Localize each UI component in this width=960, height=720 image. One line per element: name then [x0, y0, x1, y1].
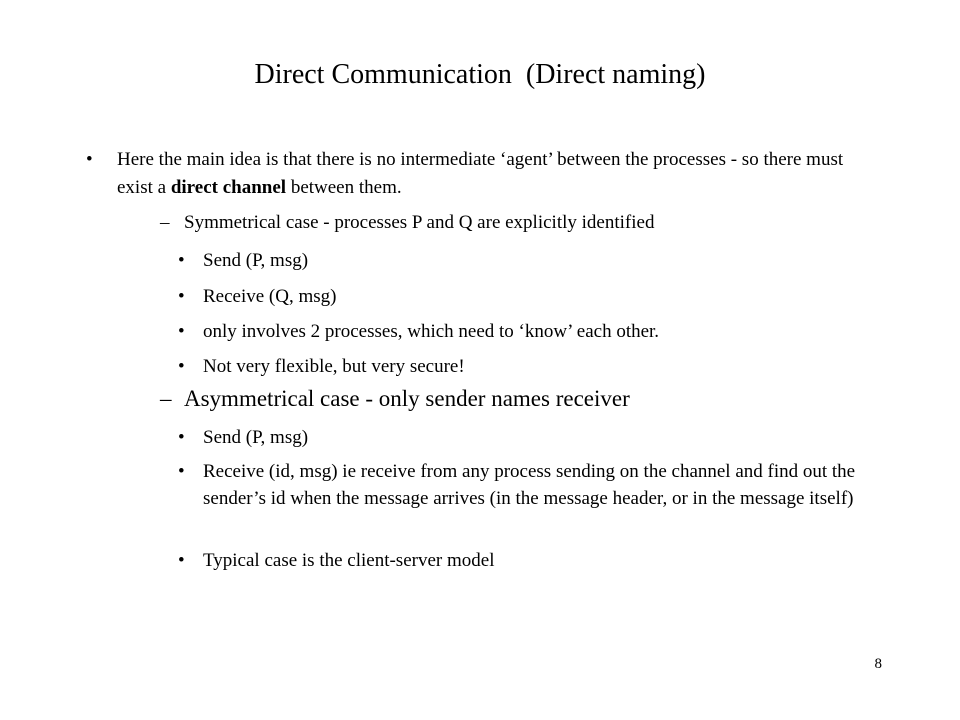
bullet-icon: •: [178, 356, 185, 377]
list-item-text: Receive (id, msg) ie receive from any process sending on the channel and find out the sender’s id when the message arrives (in the message header, or in the message itself): [203, 461, 856, 509]
bullet-icon: •: [178, 286, 185, 307]
list-item: [178, 547, 898, 574]
intro-bullet: [86, 146, 866, 202]
bullet-icon: •: [178, 321, 185, 342]
bullet-icon: •: [178, 461, 185, 482]
intro-text-end: between them.: [286, 177, 402, 198]
list-item-text: Send (P, msg): [203, 250, 309, 271]
dash-icon: –: [160, 212, 170, 233]
symmetrical-heading-item: [160, 210, 654, 236]
bullet-icon: •: [178, 250, 185, 271]
page-number: 8: [874, 656, 882, 672]
list-item-text: only involves 2 processes, which need to ‘know’ each other.: [203, 321, 660, 342]
list-item-text: Not very flexible, but very secure!: [203, 356, 465, 377]
intro-text-start: Here the main idea is that there is no intermediate ‘agent’ between the processes - so there must exist a: [117, 149, 844, 198]
asymmetrical-heading: Asymmetrical case - only sender names receiver: [184, 386, 630, 411]
bullet-icon: •: [86, 149, 93, 170]
list-item: [178, 283, 898, 310]
list-item: [178, 353, 898, 380]
bullet-icon: •: [178, 427, 185, 448]
symmetrical-heading: Symmetrical case - processes P and Q are explicitly identified: [184, 212, 655, 233]
bullet-icon: •: [178, 550, 185, 571]
list-item: [178, 458, 898, 512]
asymmetrical-heading-item: [160, 384, 630, 414]
slide-title: Direct Communication (Direct naming): [254, 59, 706, 90]
intro-text: [117, 146, 866, 202]
list-item-text: Receive (Q, msg): [203, 286, 337, 307]
list-item: [178, 424, 898, 451]
dash-icon: –: [160, 386, 172, 411]
list-item: [178, 247, 898, 274]
list-item-text: Typical case is the client-server model: [203, 550, 495, 571]
list-item: [178, 318, 898, 345]
intro-text-bold: direct channel: [170, 177, 287, 198]
list-item-text: Send (P, msg): [203, 427, 309, 448]
